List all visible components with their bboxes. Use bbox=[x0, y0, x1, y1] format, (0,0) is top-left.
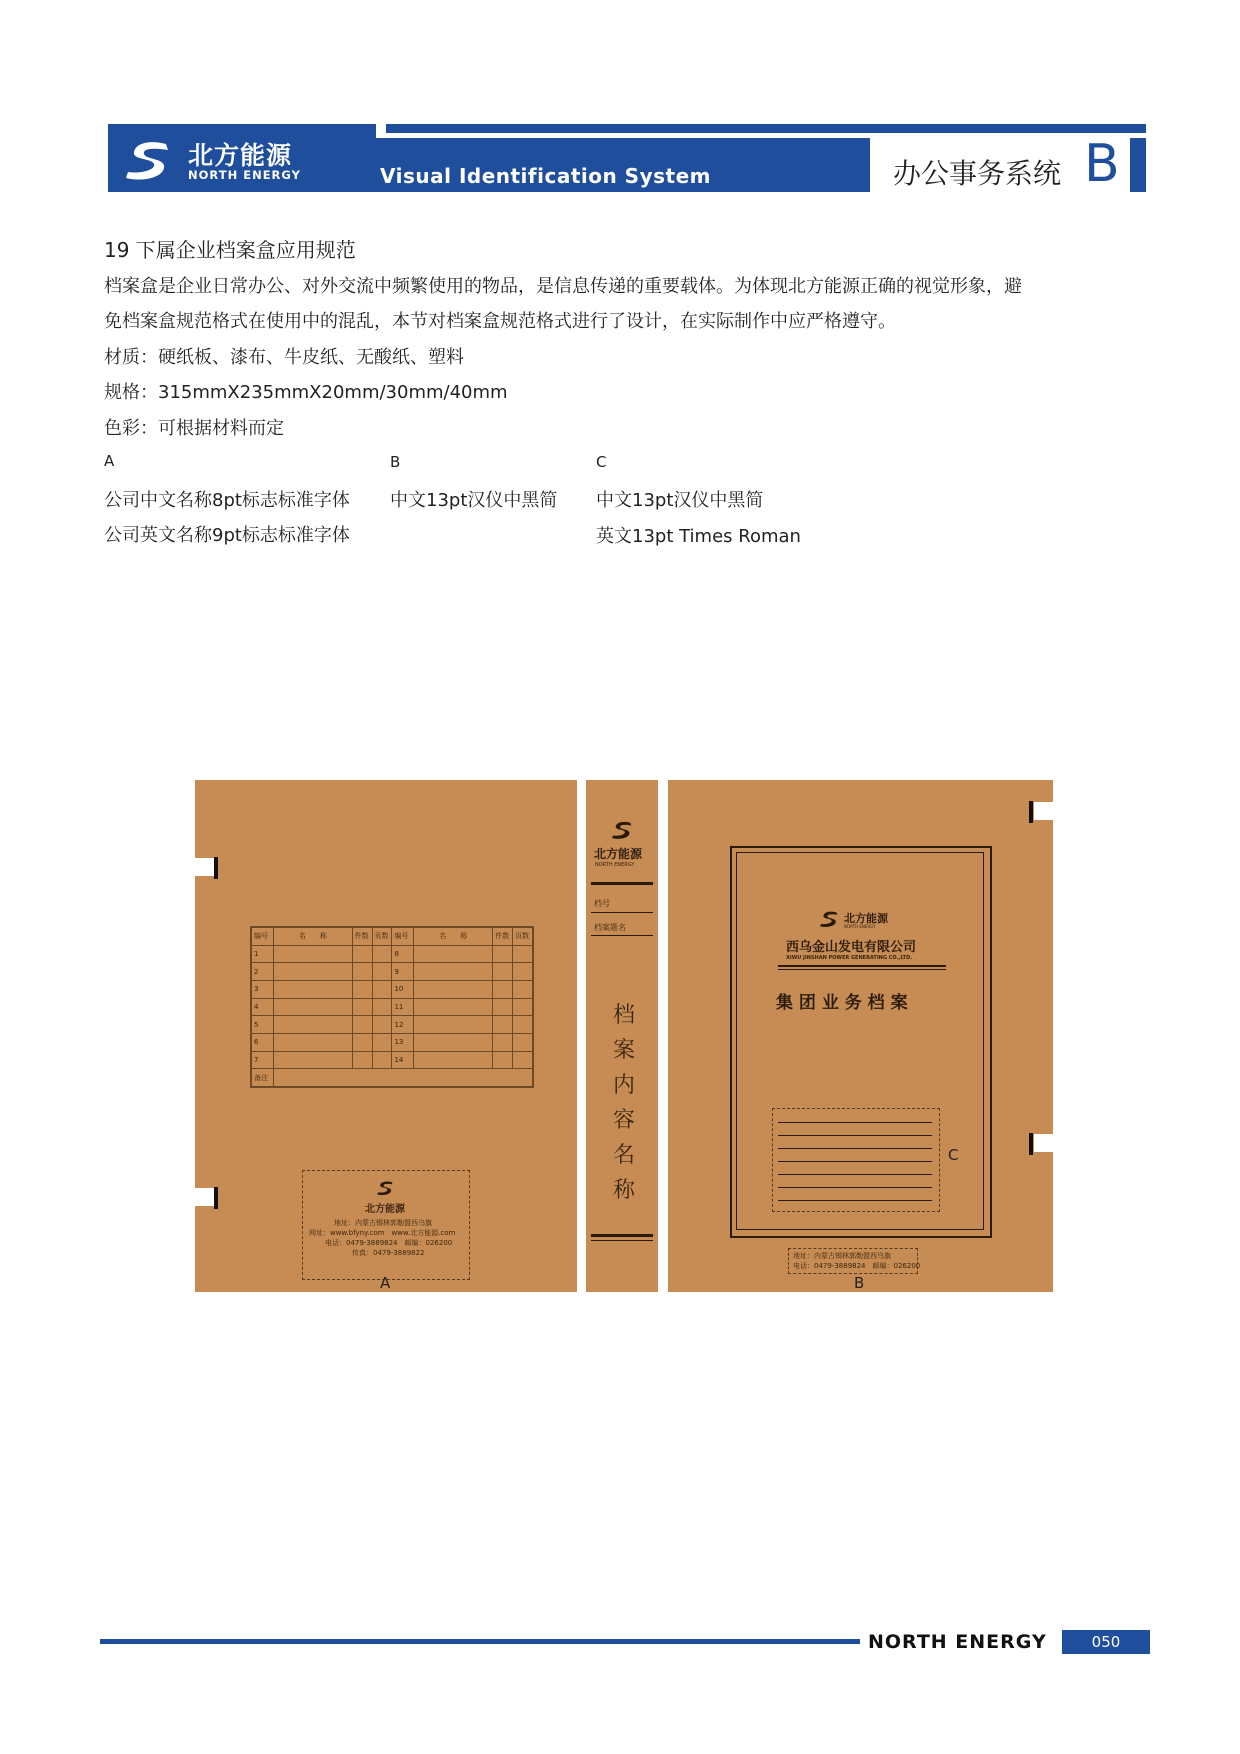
column-b-label: B bbox=[390, 453, 401, 471]
front-logo-english: NORTH ENERGY bbox=[844, 924, 876, 929]
row-number: 12 bbox=[392, 1016, 414, 1034]
spine-title-char: 案 bbox=[612, 1038, 635, 1063]
row-number: 5 bbox=[252, 1016, 274, 1034]
column-c-line-2: 英文13pt Times Roman bbox=[596, 526, 801, 547]
column-c-line-1: 中文13pt汉仪中黑简 bbox=[596, 490, 764, 511]
row-number: 7 bbox=[252, 1051, 274, 1069]
footer-brand: NORTH ENERGY bbox=[868, 1631, 1047, 1653]
box-notch-bar bbox=[1029, 801, 1033, 823]
table-row bbox=[252, 980, 533, 998]
north-energy-logo-icon bbox=[122, 138, 178, 182]
row-number: 14 bbox=[392, 1051, 414, 1069]
spine-title-char: 称 bbox=[612, 1178, 635, 1203]
label-line bbox=[778, 1122, 932, 1123]
spine-logo-name: 北方能源 bbox=[594, 847, 643, 861]
label-line bbox=[778, 1161, 932, 1162]
material-line: 材质：硬纸板、漆布、牛皮纸、无酸纸、塑料 bbox=[104, 347, 464, 368]
panel-a-label: A bbox=[380, 1274, 391, 1292]
label-line bbox=[778, 1135, 932, 1136]
spine-rule bbox=[591, 882, 653, 885]
label-line bbox=[778, 1148, 932, 1149]
row-number: 11 bbox=[392, 998, 414, 1016]
box-notch-top-left bbox=[195, 858, 215, 876]
front-phone: 电话：0479-3889824 邮编：026200 bbox=[793, 1262, 921, 1270]
table-header-cell: 编号 bbox=[392, 928, 414, 946]
footer-rule bbox=[100, 1639, 860, 1644]
row-number: 4 bbox=[252, 998, 274, 1016]
description-line-1: 档案盒是企业日常办公、对外交流中频繁使用的物品，是信息传递的重要载体。为体现北方能源正确的视觉形象，避 bbox=[104, 276, 1022, 297]
remark-label: 备注 bbox=[252, 1069, 274, 1087]
spine-field-title: 档案题名 bbox=[594, 923, 626, 932]
back-phone: 电话：0479-3889824 邮编：026200 bbox=[325, 1239, 453, 1247]
table-header-cell: 页数 bbox=[513, 928, 533, 946]
column-b-line-1: 中文13pt汉仪中黑简 bbox=[390, 490, 558, 511]
spine-rule bbox=[591, 912, 653, 913]
spine-rule bbox=[591, 935, 653, 936]
spine-logo-english: NORTH ENERGY bbox=[595, 862, 635, 868]
label-line bbox=[778, 1200, 932, 1201]
north-energy-logo-icon bbox=[818, 910, 842, 928]
back-address: 地址：内蒙古锡林郭勒盟西乌旗 bbox=[334, 1219, 432, 1227]
column-a-line-1: 公司中文名称8pt标志标准字体 bbox=[104, 490, 350, 511]
front-company-english: XIWU JINSHAN POWER GENERATING CO.,LTD. bbox=[786, 955, 913, 961]
row-number: 8 bbox=[392, 945, 414, 963]
panel-c-label: C bbox=[948, 1146, 959, 1164]
table-row bbox=[252, 1033, 533, 1051]
row-number: 1 bbox=[252, 945, 274, 963]
table-row bbox=[252, 998, 533, 1016]
spec-line: 规格：315mmX235mmX20mm/30mm/40mm bbox=[104, 382, 508, 403]
front-rule bbox=[778, 969, 946, 970]
spine-title-char: 档 bbox=[612, 1003, 635, 1028]
spine-bottom-rule bbox=[591, 1240, 653, 1241]
back-website: 网址：www.bfyny.com www.北方能源.com bbox=[309, 1229, 456, 1237]
page-title: 19 下属企业档案盒应用规范 bbox=[104, 238, 356, 262]
label-line bbox=[778, 1187, 932, 1188]
spine-title-char: 容 bbox=[612, 1108, 635, 1133]
box-notch-bar bbox=[214, 1187, 218, 1209]
box-notch-bottom-right bbox=[1034, 1134, 1054, 1152]
row-number: 2 bbox=[252, 963, 274, 981]
row-number: 6 bbox=[252, 1033, 274, 1051]
north-energy-logo-icon bbox=[610, 820, 636, 840]
box-notch-bar bbox=[1029, 1133, 1033, 1155]
row-number: 10 bbox=[392, 980, 414, 998]
spine-title-char: 内 bbox=[612, 1073, 635, 1098]
front-label-box bbox=[772, 1108, 940, 1212]
logo-english-name: NORTH ENERGY bbox=[188, 168, 301, 182]
spine-title-char: 名 bbox=[612, 1143, 635, 1168]
logo-chinese-name: 北方能源 bbox=[188, 141, 293, 170]
front-company-name: 西乌金山发电有限公司 bbox=[786, 940, 917, 955]
header-top-rule bbox=[386, 124, 1146, 133]
page-number: 050 bbox=[1062, 1630, 1150, 1654]
color-line: 色彩：可根据材料而定 bbox=[104, 418, 284, 439]
table-header-cell: 编号 bbox=[252, 928, 274, 946]
box-notch-bar bbox=[214, 857, 218, 879]
column-a-label: A bbox=[104, 452, 115, 470]
north-energy-logo-icon bbox=[375, 1180, 397, 1196]
box-notch-top-right bbox=[1034, 802, 1054, 820]
label-line bbox=[778, 1174, 932, 1175]
table-header-row bbox=[252, 928, 533, 946]
header-right-bar bbox=[1130, 138, 1146, 192]
section-letter: B bbox=[1084, 134, 1120, 194]
panel-b-label: B bbox=[854, 1274, 865, 1292]
back-logo-name: 北方能源 bbox=[365, 1204, 405, 1215]
vi-system-title: Visual Identification System bbox=[380, 164, 711, 188]
table-row bbox=[252, 1016, 533, 1034]
table-header-cell: 名 称 bbox=[274, 928, 353, 946]
spine-field-number: 档号 bbox=[594, 899, 610, 908]
front-rule bbox=[778, 965, 946, 967]
front-archive-title: 集 团 业 务 档 案 bbox=[776, 993, 908, 1013]
spine-bottom-rule bbox=[591, 1234, 653, 1237]
table-header-cell: 页数 bbox=[372, 928, 392, 946]
back-fax: 传真：0479-3889822 bbox=[352, 1249, 425, 1257]
row-number: 13 bbox=[392, 1033, 414, 1051]
table-row bbox=[252, 945, 533, 963]
table-header-cell: 名 称 bbox=[414, 928, 493, 946]
column-c-label: C bbox=[596, 453, 607, 471]
table-header-cell: 件数 bbox=[352, 928, 372, 946]
description-line-2: 免档案盒规范格式在使用中的混乱，本节对档案盒规范格式进行了设计，在实际制作中应严格遵守。 bbox=[104, 311, 896, 332]
table-row bbox=[252, 963, 533, 981]
column-a-line-2: 公司英文名称9pt标志标准字体 bbox=[104, 525, 350, 546]
front-logo-name: 北方能源 bbox=[844, 912, 888, 925]
row-number: 9 bbox=[392, 963, 414, 981]
section-title: 办公事务系统 bbox=[893, 157, 1062, 190]
row-number: 3 bbox=[252, 980, 274, 998]
table-header-cell: 件数 bbox=[493, 928, 513, 946]
front-address: 地址：内蒙古锡林郭勒盟西乌旗 bbox=[793, 1252, 891, 1260]
box-notch-bottom-left bbox=[195, 1188, 215, 1206]
contents-table bbox=[250, 926, 534, 1088]
table-row bbox=[252, 1051, 533, 1069]
table-remark-row bbox=[252, 1069, 533, 1087]
